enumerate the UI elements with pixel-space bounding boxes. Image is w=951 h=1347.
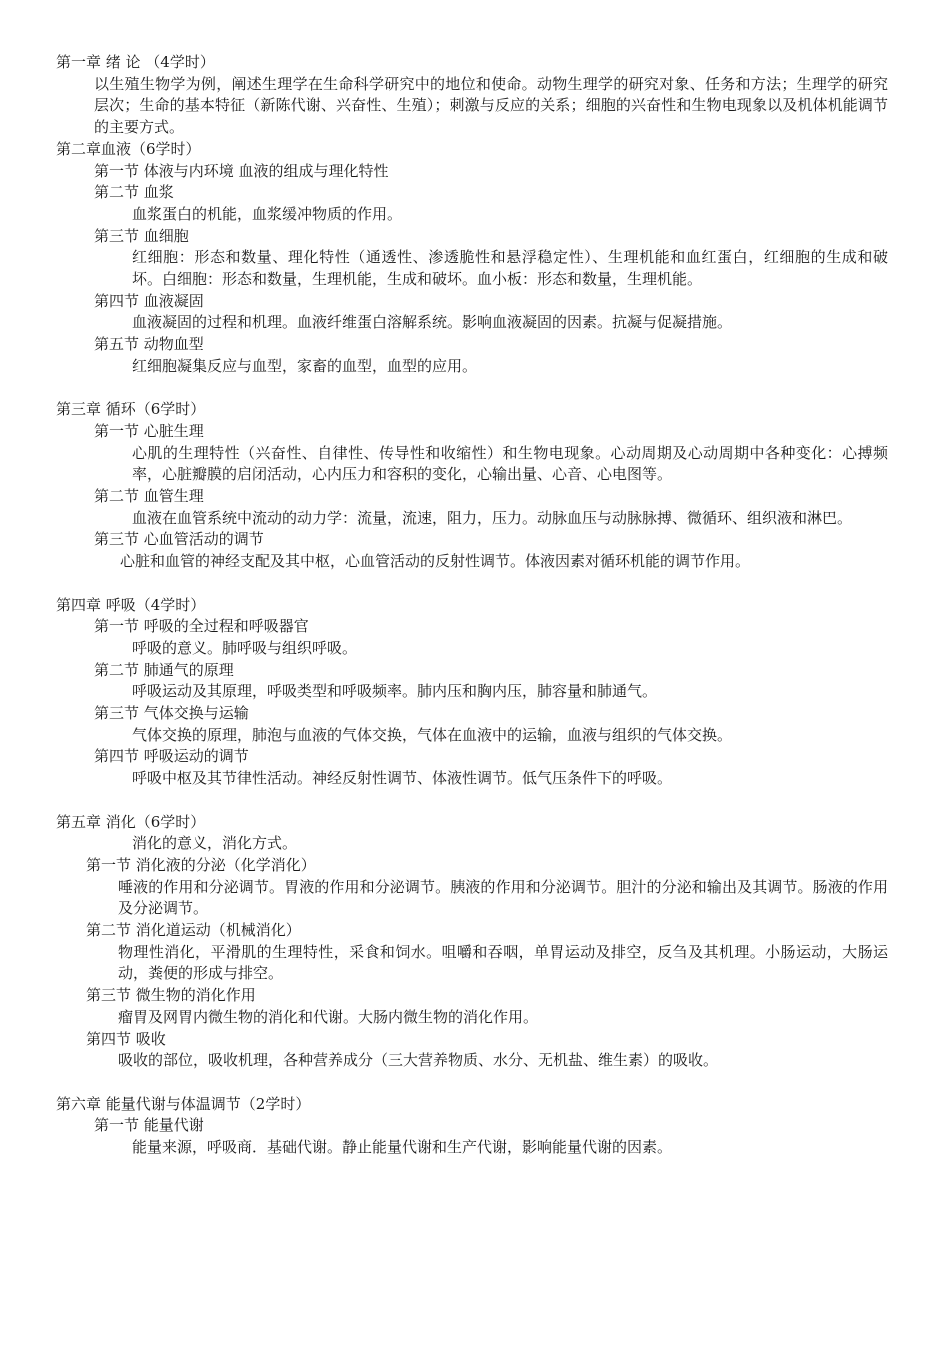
section-heading: 第四节 血液凝固 xyxy=(94,291,204,310)
spacer xyxy=(56,1072,896,1094)
section-heading: 第二节 肺通气的原理 xyxy=(94,660,234,679)
chapter-heading: 第一章 绪 论 （4学时） xyxy=(56,53,215,71)
section-body-text: 心脏和血管的神经支配及其中枢，心血管活动的反射性调节。体液因素对循环机能的调节作用。 xyxy=(120,552,751,571)
chapter-heading: 第二章血液（6学时） xyxy=(56,139,201,158)
section-heading: 第二节 血浆 xyxy=(94,183,174,202)
section-body-text: 血浆蛋白的机能，血浆缓冲物质的作用。 xyxy=(132,204,403,223)
section-heading: 第四节 吸收 xyxy=(86,1029,166,1048)
section-body-text: 血液凝固的过程和机理。血液纤维蛋白溶解系统。影响血液凝固的因素。抗凝与促凝措施。 xyxy=(132,313,733,332)
section-body-text: 唾液的作用和分泌调节。胃液的作用和分泌调节。胰液的作用和分泌调节。胆汁的分泌和输出及其调节。肠液的作用及分泌调节。 xyxy=(118,877,888,918)
section-body-text: 气体交换的原理，肺泡与血液的气体交换，气体在血液中的运输，血液与组织的气体交换。 xyxy=(132,725,733,744)
syllabus-document xyxy=(56,52,896,1159)
spacer xyxy=(56,573,896,595)
chapter-heading: 第六章 能量代谢与体温调节（2学时） xyxy=(56,1094,311,1113)
section-body-text: 物理性消化，平滑肌的生理特性，采食和饲水。咀嚼和吞咽，单胃运动及排空，反刍及其机理。小肠运动，大肠运动，粪便的形成与排空。 xyxy=(118,942,888,983)
spacer xyxy=(56,790,896,812)
section-heading: 第一节 呼吸的全过程和呼吸器官 xyxy=(94,617,309,636)
section-body-text: 能量来源，呼吸商．基础代谢。静止能量代谢和生产代谢，影响能量代谢的因素。 xyxy=(132,1138,673,1157)
chapter-heading: 第五章 消化（6学时） xyxy=(56,812,206,831)
chapter-heading: 第三章 循环（6学时） xyxy=(56,400,206,419)
section-heading: 第二节 血管生理 xyxy=(94,487,204,506)
section-heading: 第一节 能量代谢 xyxy=(94,1116,204,1135)
chapter-intro-text: 以生殖生物学为例，阐述生理学在生命科学研究中的地位和使命。动物生理学的研究对象、任务和方法；生理学的研究层次；生命的基本特征（新陈代谢、兴奋性、生殖）；刺激与反应的关系；细胞的兴奋性和生物电现象以及机体机能调节的主要方式。 xyxy=(94,74,888,137)
section-heading: 第三节 气体交换与运输 xyxy=(94,704,249,723)
section-heading: 第一节 消化液的分泌（化学消化） xyxy=(86,855,316,874)
section-body-text: 呼吸中枢及其节律性活动。神经反射性调节、体液性调节。低气压条件下的呼吸。 xyxy=(132,769,673,788)
spacer xyxy=(56,378,896,400)
section-heading: 第四节 呼吸运动的调节 xyxy=(94,747,249,766)
section-heading: 第二节 消化道运动（机械消化） xyxy=(86,921,301,940)
section-heading: 第一节 体液与内环境 血液的组成与理化特性 xyxy=(94,161,389,180)
chapter-heading: 第四章 呼吸（4学时） xyxy=(56,595,206,614)
section-body-text: 红细胞凝集反应与血型，家畜的血型，血型的应用。 xyxy=(132,356,478,375)
section-body-text: 呼吸运动及其原理，呼吸类型和呼吸频率。肺内压和胸内压，肺容量和肺通气。 xyxy=(132,682,658,701)
section-body-text: 心肌的生理特性（兴奋性、自律性、传导性和收缩性）和生物电现象。心动周期及心动周期中各种变化：心搏频率，心脏瓣膜的启闭活动，心内压力和容积的变化，心输出量、心音、心电图等。 xyxy=(132,443,888,484)
section-body-text: 消化的意义，消化方式。 xyxy=(132,834,298,853)
section-heading: 第三节 血细胞 xyxy=(94,226,189,245)
section-heading: 第三节 心血管活动的调节 xyxy=(94,530,264,549)
section-body-text: 瘤胃及网胃内微生物的消化和代谢。大肠内微生物的消化作用。 xyxy=(118,1007,539,1026)
section-heading: 第三节 微生物的消化作用 xyxy=(86,986,256,1005)
section-body-text: 吸收的部位，吸收机理，各种营养成分（三大营养物质、水分、无机盐、维生素）的吸收。 xyxy=(118,1051,719,1070)
section-body-text: 红细胞：形态和数量、理化特性（通透性、渗透脆性和悬浮稳定性）、生理机能和血红蛋白，红细胞的生成和破坏。白细胞：形态和数量，生理机能，生成和破坏。血小板：形态和数量，生理机能。 xyxy=(132,248,888,289)
section-body-text: 血液在血管系统中流动的动力学：流量，流速，阻力，压力。动脉血压与动脉脉搏、微循环、组织液和淋巴。 xyxy=(132,508,853,527)
section-heading: 第五节 动物血型 xyxy=(94,335,204,354)
section-heading: 第一节 心脏生理 xyxy=(94,421,204,440)
section-body-text: 呼吸的意义。肺呼吸与组织呼吸。 xyxy=(132,638,358,657)
